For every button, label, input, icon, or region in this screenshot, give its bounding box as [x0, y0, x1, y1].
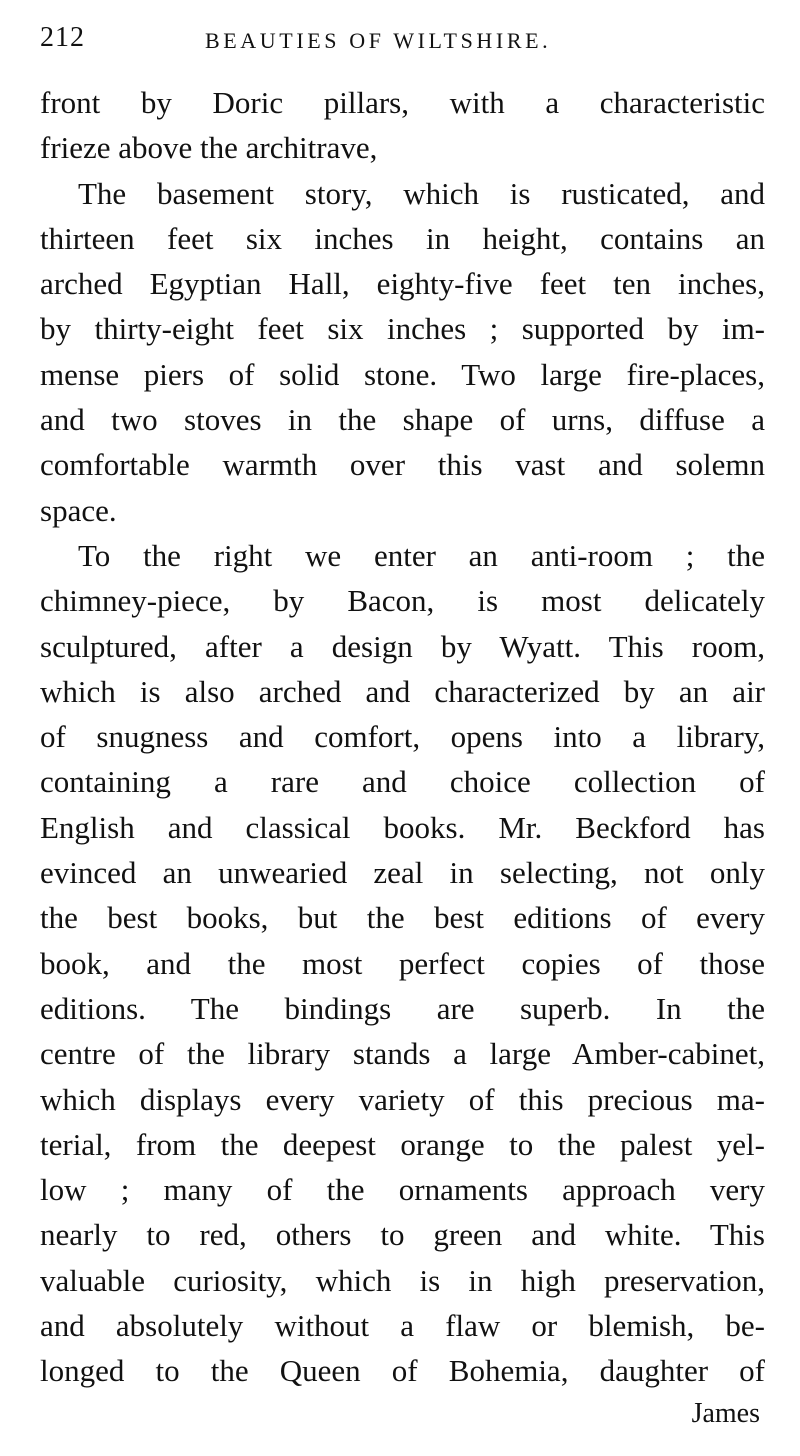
- text-line: chimney-piece, by Bacon, is most delicately: [40, 583, 765, 619]
- catchword: James: [691, 1398, 760, 1429]
- text-line: and two stoves in the shape of urns, diffuse a: [40, 402, 765, 438]
- text-line: which displays every variety of this precious ma-: [40, 1081, 765, 1117]
- text-line: longed to the Queen of Bohemia, daughter of: [40, 1353, 765, 1389]
- page-header: [40, 20, 760, 60]
- body-text: [40, 80, 765, 1394]
- text-line: book, and the most perfect copies of those: [40, 945, 765, 981]
- text-line: evinced an unwearied zeal in selecting, not only: [40, 855, 765, 891]
- text-line: arched Egyptian Hall, eighty-five feet ten inches,: [40, 266, 765, 302]
- text-line: by thirty-eight feet six inches ; supported by im-: [40, 311, 765, 347]
- text-line: terial, from the deepest orange to the palest yel-: [40, 1126, 765, 1162]
- text-line: and absolutely without a flaw or blemish, be-: [40, 1308, 765, 1344]
- text-line: the best books, but the best editions of every: [40, 900, 765, 936]
- text-line: nearly to red, others to green and white. This: [40, 1217, 765, 1253]
- text-line: editions. The bindings are superb. In the: [40, 990, 765, 1026]
- text-line: comfortable warmth over this vast and solemn: [40, 447, 765, 483]
- text-line: containing a rare and choice collection of: [40, 764, 765, 800]
- page-number: 212: [40, 22, 85, 53]
- text-line: of snugness and comfort, opens into a library,: [40, 719, 765, 755]
- text-line: which is also arched and characterized by an air: [40, 673, 765, 709]
- text-line: The basement story, which is rusticated, and: [78, 175, 765, 211]
- text-line: sculptured, after a design by Wyatt. This room,: [40, 628, 765, 664]
- text-line: front by Doric pillars, with a characteristic: [40, 85, 765, 120]
- text-line: centre of the library stands a large Amber-cabinet,: [40, 1036, 765, 1072]
- text-line: low ; many of the ornaments approach very: [40, 1172, 765, 1208]
- running-head: BEAUTIES OF WILTSHIRE.: [205, 28, 552, 53]
- text-line: space.: [40, 492, 117, 528]
- text-line: thirteen feet six inches in height, contains an: [40, 220, 765, 256]
- text-line: To the right we enter an anti-room ; the: [78, 537, 765, 573]
- text-line: frieze above the architrave,: [40, 130, 378, 166]
- text-line: valuable curiosity, which is in high preservation,: [40, 1262, 765, 1298]
- text-line: English and classical books. Mr. Beckford has: [40, 809, 765, 845]
- text-line: mense piers of solid stone. Two large fire-places,: [40, 356, 765, 392]
